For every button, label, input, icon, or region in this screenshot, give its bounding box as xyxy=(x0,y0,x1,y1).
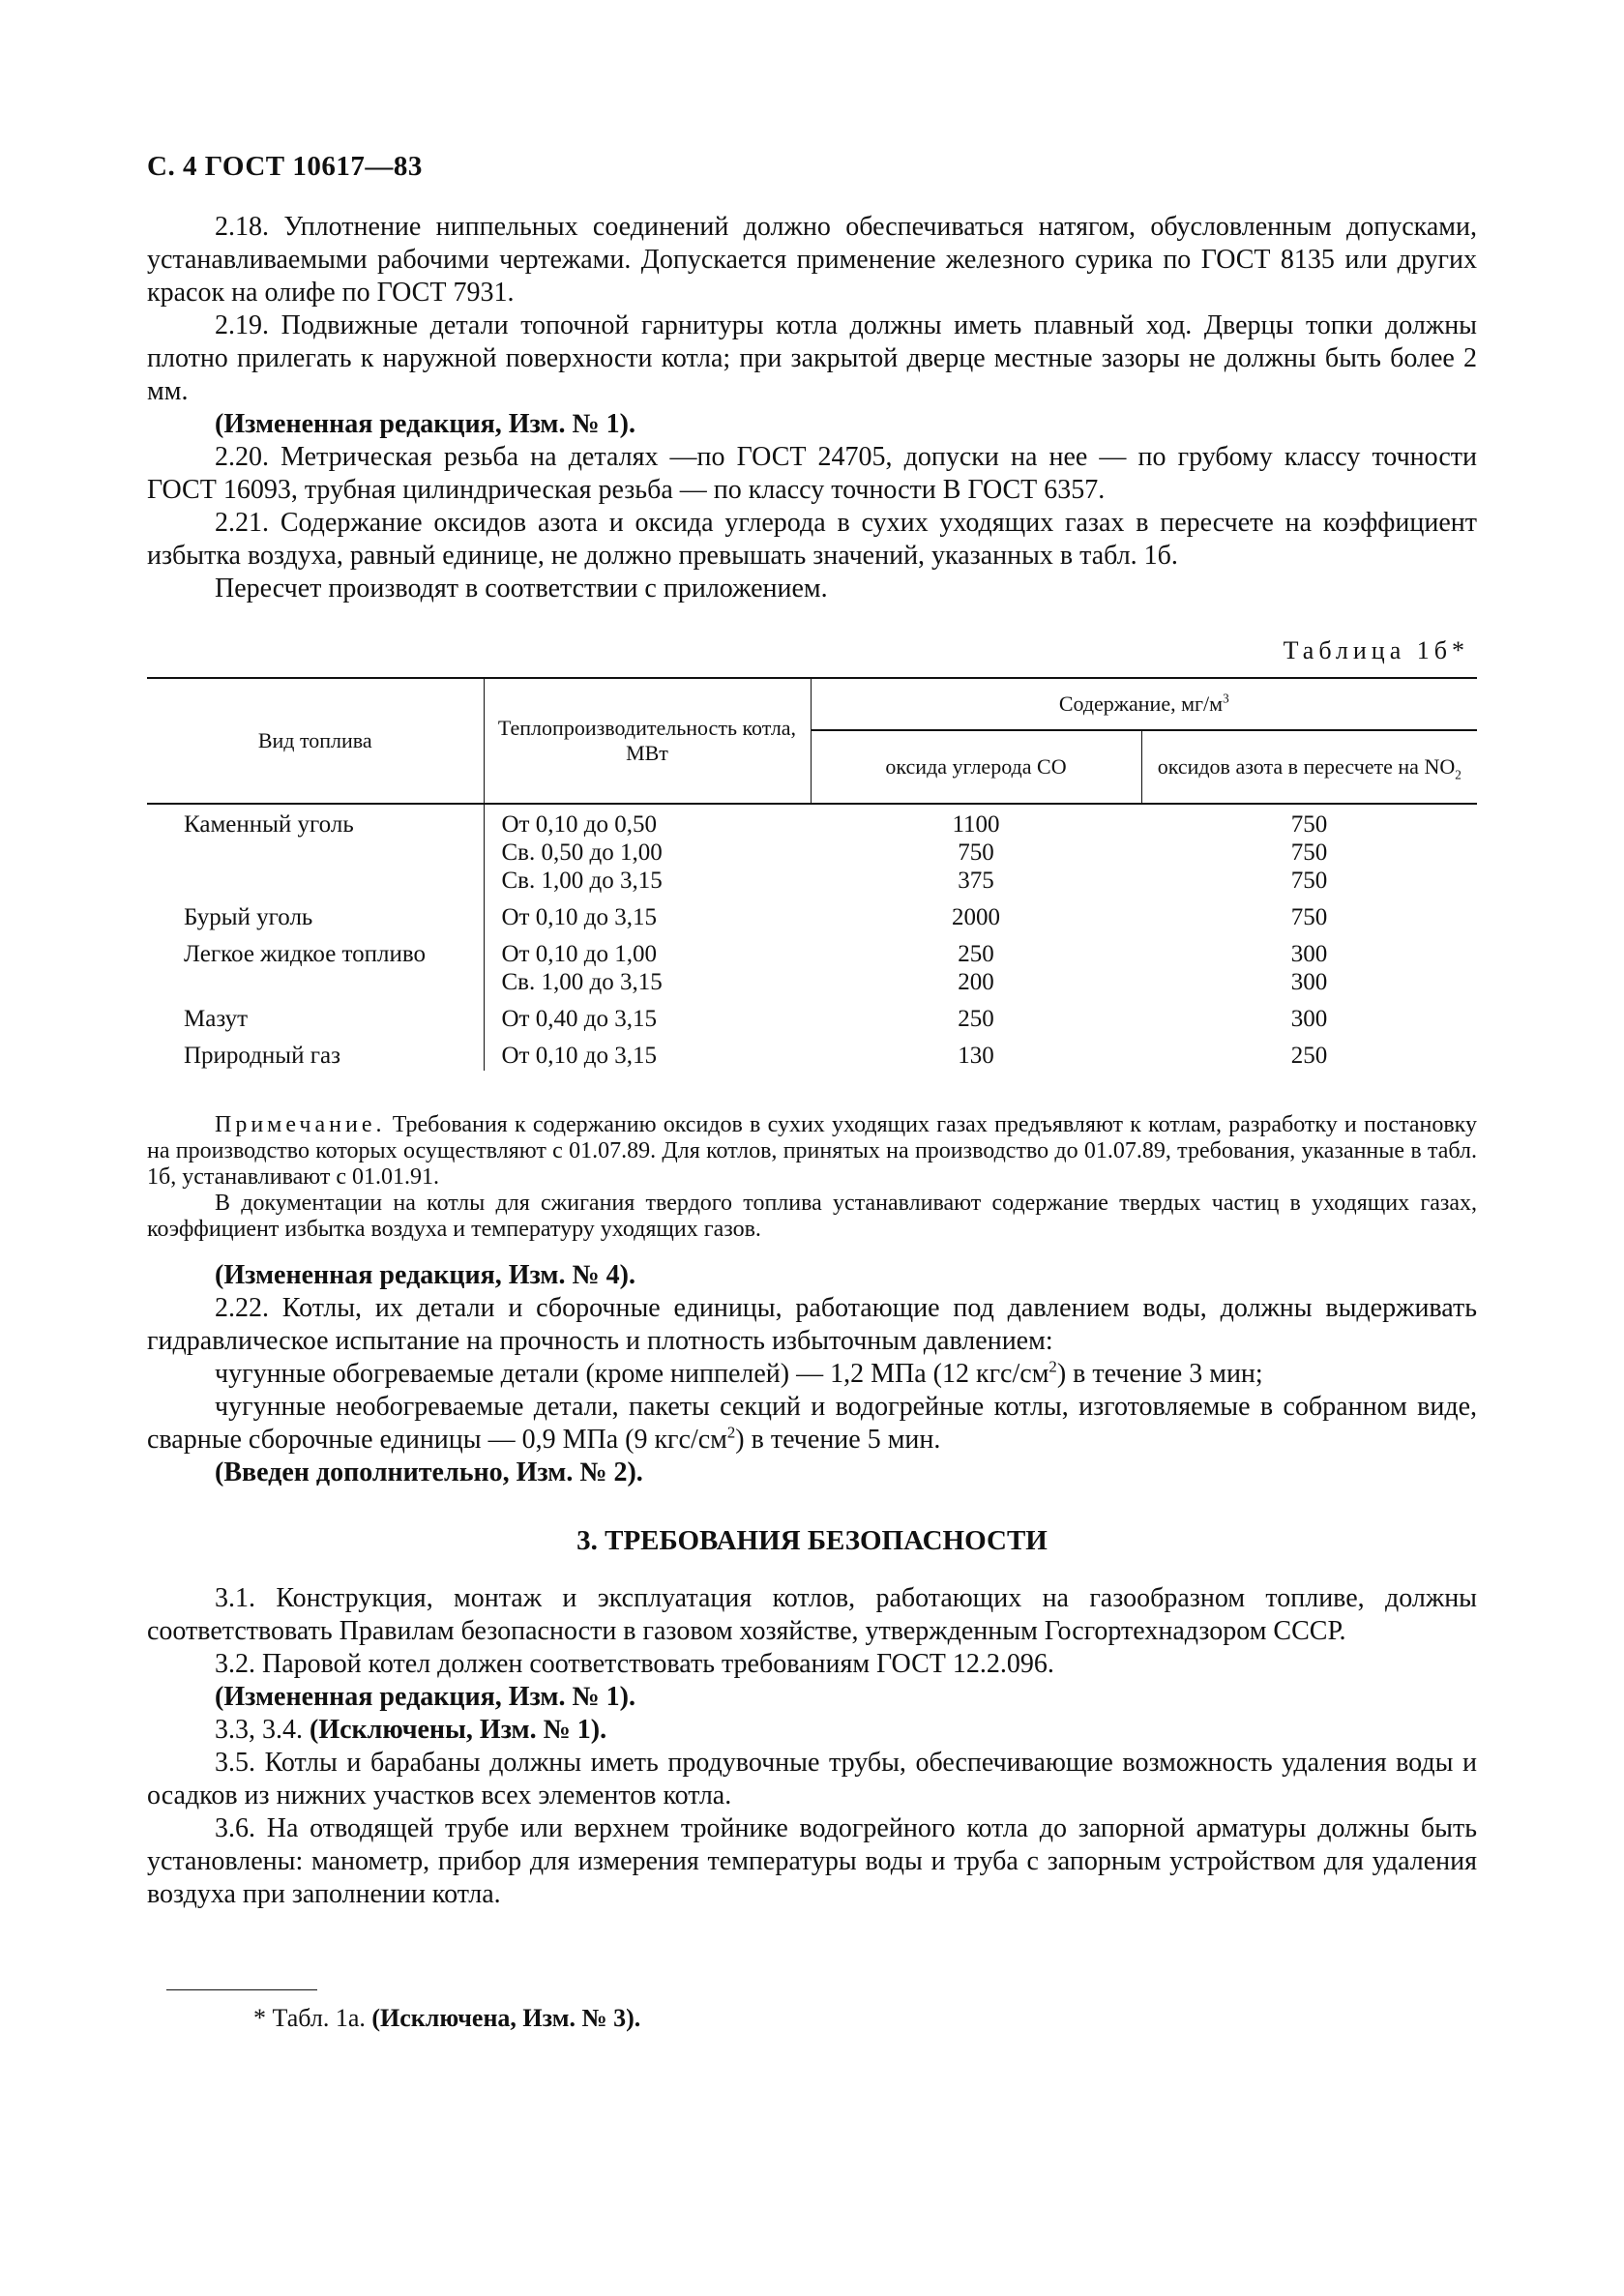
recalculation-note: Пересчет производят в соответствии с приложением. xyxy=(215,574,828,603)
note-text-2: В документации на котлы для сжигания твердого топлива устанавливают содержание твердых частиц в уходящих газах, коэффициент избытка воздуха и температуру уходящих газов. xyxy=(147,1191,1477,1242)
paragraph-3-5: 3.5. Котлы и барабаны должны иметь продувочные трубы, обеспечивающие возможность удаления воды и осадков из нижних участков всех элементов котла. xyxy=(147,1748,1477,1810)
section-3-title: 3. ТРЕБОВАНИЯ БЕЗОПАСНОСТИ xyxy=(576,1525,1048,1556)
footnote: * Табл. 1а. (Исключена, Изм. № 3). xyxy=(253,2004,641,2032)
footnote-divider xyxy=(166,1989,317,1990)
cell-fuel: Природный газ xyxy=(147,1034,484,1071)
section-3-paragraphs xyxy=(147,1582,1477,1911)
header-content: Содержание, $мг/м^3$ xyxy=(811,678,1477,730)
table-row xyxy=(147,932,1477,997)
paragraph-3-6: 3.6. На отводящей трубе или верхнем тройнике водогрейного котла до запорной арматуры должны быть установлены: манометр, прибор для измерения температуры воды и труба с запорным устройством для удаления воздуха при заполнении котла. xyxy=(147,1813,1477,1909)
paragraph-3-3: 3.3, 3.4. (Исключены, Изм. № 1). xyxy=(215,1715,607,1745)
cast-unheated-parts: чугунные необогреваемые детали, пакеты секций и водогрейные котлы, изготовляемые в собранном виде, сварные сборочные единицы — 0,9 МПа (9 кгс/$см^2$) в течение 5 мин. xyxy=(147,1392,1477,1455)
table-row xyxy=(147,1034,1477,1071)
paragraph-2-18: 2.18. Уплотнение ниппельных соединений должно обеспечиваться натягом, обусловленным допусками, устанавливаемыми рабочими чертежами. Допускается применение железного сурика по ГОСТ 8135 или других красок на олифе по ГОСТ 7931. xyxy=(147,212,1477,308)
cell-nox: 750 xyxy=(1290,904,1328,930)
cell-power: От 0,10 до 3,15 xyxy=(501,904,657,930)
cast-heated-parts: чугунные обогреваемые детали (кроме ниппелей) — 1,2 МПа (12 кгс/$см^2$) в течение 3 мин; xyxy=(215,1357,1263,1389)
amendment-note-2: (Введен дополнительно, Изм. № 2). xyxy=(215,1457,643,1487)
paragraph-2-19: 2.19. Подвижные детали топочной гарнитуры котла должны иметь плавный ход. Дверцы топки должны плотно прилегать к наружной поверхности котла; при закрытой дверце местные зазоры не должны быть более 2 мм. xyxy=(147,310,1477,406)
cell-co: 250 xyxy=(958,1006,994,1032)
cell-fuel: Каменный уголь xyxy=(147,804,484,896)
table-row xyxy=(147,997,1477,1034)
cell-power: От 0,40 до 3,15 xyxy=(501,1006,657,1032)
header-nox: оксидов азота в пересчете на $NO_2$ xyxy=(1141,730,1477,804)
amendment-note-3-2: (Измененная редакция, Изм. № 1). xyxy=(215,1682,635,1712)
paragraph-2-21: 2.21. Содержание оксидов азота и оксида углерода в сухих уходящих газах в пересчете на коэффициент избытка воздуха, равный единице, не должно превышать значений, указанных в табл. 1б. xyxy=(147,508,1477,571)
paragraph-3-1: 3.1. Конструкция, монтаж и эксплуатация котлов, работающих на газообразном топливе, должны соответствовать Правилам безопасности в газовом хозяйстве, утвержденным Госгортехнадзором СССР. xyxy=(147,1583,1477,1646)
cell-power: От 0,10 до 3,15 xyxy=(501,1043,657,1069)
paragraph-3-2: 3.2. Паровой котел должен соответствовать требованиям ГОСТ 12.2.096. xyxy=(215,1649,1054,1679)
table-caption: Таблица 1б* xyxy=(1283,636,1469,664)
emissions-table xyxy=(147,677,1477,1071)
cell-co: 2000 xyxy=(952,904,1000,930)
cell-fuel: Бурый уголь xyxy=(147,896,484,932)
amendment-note-4: (Измененная редакция, Изм. № 4). xyxy=(215,1260,635,1290)
header-power: Теплопроизводительность котла, МВт xyxy=(484,678,811,804)
cell-co: 130 xyxy=(958,1043,994,1069)
note-label: Примечание. xyxy=(215,1112,386,1137)
section-2-paragraphs xyxy=(147,211,1477,605)
page-header: С. 4 ГОСТ 10617—83 xyxy=(147,151,423,182)
note-text-1: Примечание. Требования к содержанию оксидов в сухих уходящих газах предъявляют к котлам, разработку и постановку на производство которых осуществляют с 01.07.89. Для котлов, принятых на производство до 01.07.89, требования, указанные в табл. 1б, устанавливают с 01.01.91. xyxy=(147,1112,1478,1190)
cell-co: 250 200 xyxy=(958,941,994,995)
amendment-note: (Измененная редакция, Изм. № 1). xyxy=(215,409,635,439)
header-co: оксида углерода СО xyxy=(811,730,1141,804)
paragraph-2-20: 2.20. Метрическая резьба на деталях —по ГОСТ 24705, допуски на нее — по грубому классу точности ГОСТ 16093, трубная цилиндрическая резьба — по классу точности В ГОСТ 6357. xyxy=(147,442,1477,505)
table-note xyxy=(147,1112,1477,1243)
cell-nox: 250 xyxy=(1290,1043,1328,1069)
cell-power: От 0,10 до 0,50 Св. 0,50 до 1,00 Св. 1,00 до 3,15 xyxy=(501,811,663,894)
cell-fuel: Легкое жидкое топливо xyxy=(147,932,484,997)
table-row xyxy=(147,804,1477,896)
paragraph-2-22: 2.22. Котлы, их детали и сборочные единицы, работающие под давлением воды, должны выдерживать гидравлическое испытание на прочность и плотность избыточным давлением: xyxy=(147,1293,1477,1356)
cell-nox: 750 750 750 xyxy=(1290,811,1328,894)
cell-fuel: Мазут xyxy=(147,997,484,1034)
header-fuel: Вид топлива xyxy=(147,678,484,804)
cell-co: 1100 750 375 xyxy=(952,811,1000,894)
cell-nox: 300 300 xyxy=(1290,941,1328,995)
section-2-continued xyxy=(147,1259,1477,1489)
cell-nox: 300 xyxy=(1290,1006,1328,1032)
table-row xyxy=(147,896,1477,932)
cell-power: От 0,10 до 1,00 Св. 1,00 до 3,15 xyxy=(501,941,663,995)
